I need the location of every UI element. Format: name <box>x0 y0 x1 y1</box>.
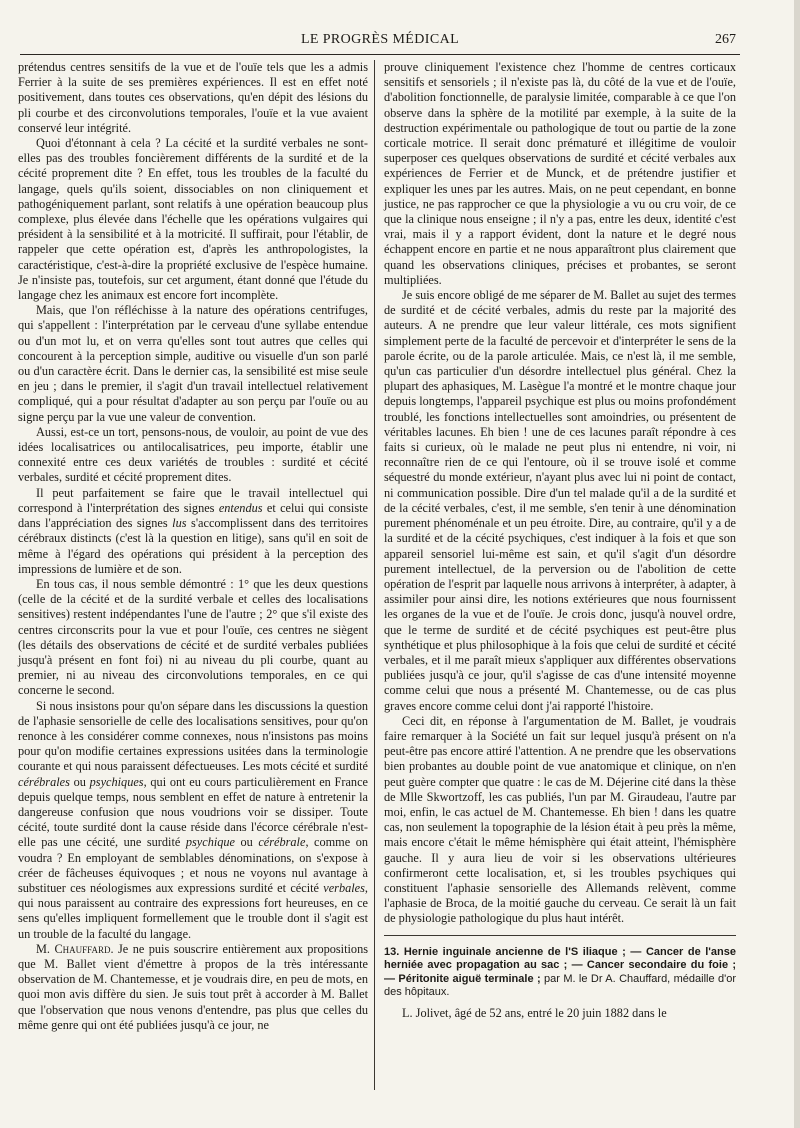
emphasis: verbales <box>323 880 365 895</box>
left-column <box>18 60 368 1033</box>
text-run: s'accomplissent dans des territoires cérébraux distincts (c'est là la question en litige), sans qu'il en soit de même à l'égard des opérations qui président à la perception des impressions de lumière et de son. <box>18 516 368 576</box>
text-run: , comme on voudra ? En employant de semblables dénominations, on s'expose à créer de fâcheuses équivoques ; et nous ne voyons nul avantage à substituer ces néologismes aux expressions surdité et cécité <box>18 835 368 895</box>
text-run: Je ne puis souscrire entièrement aux propositions que M. Ballet vient d'émettre à propos de la très intéressante observation de M. Chantemesse, et je voudrais dire, en peu de mots, en quoi mon avis diffère du sien. Je suis tout prêt à accorder à M. Ballet que l'observation que nous venons d'entendre, pas plus que celles du même genre qui ont été publiées jusqu'à ce jour, ne <box>18 941 369 1032</box>
text-run: ou <box>69 774 90 789</box>
case-heading <box>384 946 736 1000</box>
running-header <box>20 30 740 52</box>
page-number: 267 <box>715 32 736 47</box>
emphasis: psychique <box>185 835 236 850</box>
page-edge <box>794 0 800 1128</box>
speaker-name: M. Chauffard. <box>36 941 114 956</box>
paragraph: Ceci dit, en réponse à l'argumentation de M. Ballet, je voudrais faire remarquer à la Société un fait sur lequel jusqu'à présent on n'a peut-être pas encore attiré l'attention. A ne prendre que les observations bien probantes au double point de vue anatomique et clinique, on n'en peut guère compter que quatre : le cas de M. Déjerine cité dans la thèse de Mlle Skwortzoff, les cas publiés, l'un par M. Giraudeau, l'autre par moi, enfin, le cas actuel de M. Chantemesse. Eh bien ! dans les quatre cas, non seulement la topographie de la lésion était à peu près la même, mais encore c'était le même hémisphère qui était atteint, l'hémisphère gauche. Il y aura lieu de voir si les observations ultérieures confirmeront cette localisation, et, si les troubles psychiques qui constituent l'aphasie sensorielle des Allemands relèvent, comme l'aphasie de Broca, de la moitié gauche du cerveau. Ce serait là un fait de physiologie pathologique du plus haut intérêt. <box>384 713 736 926</box>
paragraph: prouve cliniquement l'existence chez l'homme de centres corticaux sensitifs et sensoriels ; il n'existe pas là, du côté de la vue et de l'ouïe, d'abolition fonctionnelle, de paralysie limitée, comparable à ce que l'on observe dans la sphère de la motilité par exemple, à la suite de la destruction expérimentale ou pathologique de tout ou partie de la zone corticale motrice. Il serait donc prématuré et illégitime de vouloir superposer ces quelques observations de surdité et cécité verbales aux expériences de Ferrier et de Munck, et de prétendre justifier et expliquer les unes par les autres. Mais, on ne peut cependant, en bonne justice, ne pas rapprocher ce que la physiologie a vu ou cru voir, de ce que la clinique nous enseigne ; il n'y a pas, entre les deux, identité c'est vrai, mais il y a rapport évident, dont la nature et le degré nous échappent encore en partie et ne nous apparaîtront plus clairement que quand les observations cliniques, précises et probantes, se seront multipliées. <box>384 60 736 287</box>
text-run: , qui nous paraissent au contraire des expressions fort heureuses, en ce sens qu'elles impliquent formellement que le trouble dont il s'agit est un trouble de la faculté du langage. <box>18 880 368 941</box>
journal-title: LE PROGRÈS MÉDICAL <box>300 32 460 47</box>
emphasis: cérébrale <box>258 835 306 850</box>
paragraph: Je suis encore obligé de me séparer de M. Ballet au sujet des termes de surdité et de cécité verbales, admis du reste par la majorité des auteurs. A ne prendre que leur valeur littérale, ces mots signifient simplement perte de la faculté de percevoir et d'interpréter le sens de la parole écrite, ou de la parole articulée. Mais, ce n'est là, il me semble, qu'un cas particulier d'un désordre intellectuel plus général. Chez la plupart des aphasiques, M. Lasègue l'a montré et le montre chaque jour depuis longtemps, l'appareil psychique est plus ou moins profondément troublé, les fonctions intellectuelles sont amoindries, ou présentent de véritables lacunes. Eh bien ! une de ces lacunes paraît répondre à ces faits si curieux, où le malade ne peut plus ni entendre, ni voir, ni reconnaître rien de ce qui l'entoure, où il se trouve isolé et comme séquestré du monde extérieur, n'ayant plus avec lui ni point de contact, ni communication possible. Dire d'un tel malade qu'il a de la surdité et de la cécité verbales, c'est, il me semble, s'en tenir à une dénomination purement phénoménale et un peu étroite. Dire, au contraire, qu'il y a de la surdité et de la cécité psychiques, c'est indiquer à la fois et que son appareil sensoriel lui-même est sain, et qu'il s'agit d'un désordre purement intellectuel, de la perversion ou de l'abolition de cette opération de l'esprit par laquelle nous arrivons à interpréter, à adapter, à assimiler pour ainsi dire, les notions extérieures que nous fournissent les organes de la vue et de l'ouïe. Je crois donc, jusqu'à nouvel ordre, que le terme de surdité et de cécité psychiques est peut-être plus synthétique et plus philosophique à la fois que celui de surdité et cécité verbales, et il me paraît mieux s'appliquer aux différentes observations publiées jusqu'à ce jour, qu'il s'agisse de cas d'une intensité moyenne comme celui que nous a présenté M. Chantemesse, ou de cas plus graves encore comme celui dont j'ai rapporté l'histoire. <box>384 288 736 713</box>
text-run: et celui qui consiste dans l'appréciation des signes <box>18 500 368 531</box>
emphasis: psychiques <box>89 774 144 789</box>
emphasis: lus <box>172 516 187 531</box>
text-run: ou <box>235 835 259 850</box>
emphasis: entendus <box>218 500 263 515</box>
paragraph <box>18 699 368 942</box>
paragraph <box>18 942 368 1033</box>
paragraph: Aussi, est-ce un tort, pensons-nous, de vouloir, au point de vue des idées localisatrices ou antilocalisatrices, peu importe, établir une connexité entre ces deux variétés de troubles : surdité et cécité verbales, surdité et cécité proprement dites. <box>18 424 368 485</box>
case-title: 13. Hernie inguinale ancienne de l'S iliaque ; — Cancer de l'anse herniée avec propagation au sac ; — Cancer secondaire du foie ; — Péritonite aiguë terminale ; <box>384 945 736 985</box>
case-author: par M. le Dr A. Chauffard, médaille d'or des hôpitaux. <box>384 972 736 999</box>
text-run: Si nous insistons pour qu'on sépare dans les discussions la question de l'aphasie sensorielle de celle des localisations sensitives, pour qu'on renonce à les considérer comme connexes, nous n'insistons pas moins pour qu'on modifie certaines expressions usitées dans la terminologie courante et qui nous paraissent défectueuses. Les mots cécité et surdité <box>18 698 368 774</box>
paragraph <box>18 486 368 577</box>
right-column <box>384 60 736 1021</box>
column-divider <box>374 60 375 1090</box>
header-rule <box>20 54 740 55</box>
paragraph: prétendus centres sensitifs de la vue et de l'ouïe tels que les a admis Ferrier à la suite de ses premières expériences. Il est en effet noté positivement, dans toutes ces observations, qu'en dépit des lésions du pli courbe et des circonvolutions temporales, l'ouïe et la vue avaient conservé leur intégrité. <box>18 60 368 135</box>
text-run: Il peut parfaitement se faire que le travail intellectuel qui correspond à l'interprétation des signes <box>18 485 368 515</box>
paragraph: Mais, que l'on réfléchisse à la nature des opérations centrifuges, qui s'appellent : l'interprétation par le cerveau d'une syllabe entendue ou d'un mot lu, et on verra qu'elles sont tout autres que celles qui concourent à la perception simple, auditive ou visuelle d'un son parlé ou d'un caractère écrit. Dans le dernier cas, la sensibilité est mise seule en jeu ; dans le premier, il s'agit d'un travail intellectuel relativement compliqué, qui a pour résultat d'adapter au son perçu par l'ouïe ou au signe perçu par la vue une valeur de convention. <box>18 303 368 424</box>
paragraph: En tous cas, il nous semble démontré : 1° que les deux questions (celle de la cécité et de la surdité verbale et celles des localisations sensitives) restent indépendantes l'une de l'autre ; 2° que s'il existe des centres circonscrits pour la vue et pour l'ouïe, ces centres ne siègent (les détails des observations de cécité et de surdité verbales publiées jusqu'à présent en font foi) ni au niveau du pli courbe, quant au premier, ni au niveau des circonvolutions temporales, en ce qui concerne le second. <box>18 576 368 698</box>
paragraph: Quoi d'étonnant à cela ? La cécité et la surdité verbales ne sont-elles pas des troubles foncièrement différents de la surdité et de la cécité proprement dite ? En effet, tous les troubles de la faculté du langage, quels qu'ils soient, dissociables on non cliniquement et pathogéniquement parlant, sont relatifs à une opération beaucoup plus complexe, plus élevée dans l'échelle que les opérations vulgaires qui président à la sensibilité et à la motricité. Il suffirait, pour l'établir, de rappeler que cette opération est, d'après les anthropologistes, la caractéristique, c'est-à-dire la propriété exclusive de l'espèce humaine. Je n'insiste pas, toutefois, sur cet argument, étant donné que l'étude du langage chez les animaux est encore fort incomplète. <box>18 136 368 303</box>
paragraph: L. Jolivet, âgé de 52 ans, entré le 20 juin 1882 dans le <box>402 1005 667 1020</box>
emphasis: cérébrales <box>18 774 70 789</box>
section-rule <box>384 935 736 936</box>
text-run: , qui ont eu cours particulièrement en France depuis quelque temps, nous semblent en effet de nature à entretenir la dangereuse confusion que nous voudrions voir se dissiper. Toute cécité, toute surdité dont la cause réside dans l'écorce cérébrale n'est-elle pas une cécité, une surdité <box>18 774 368 850</box>
